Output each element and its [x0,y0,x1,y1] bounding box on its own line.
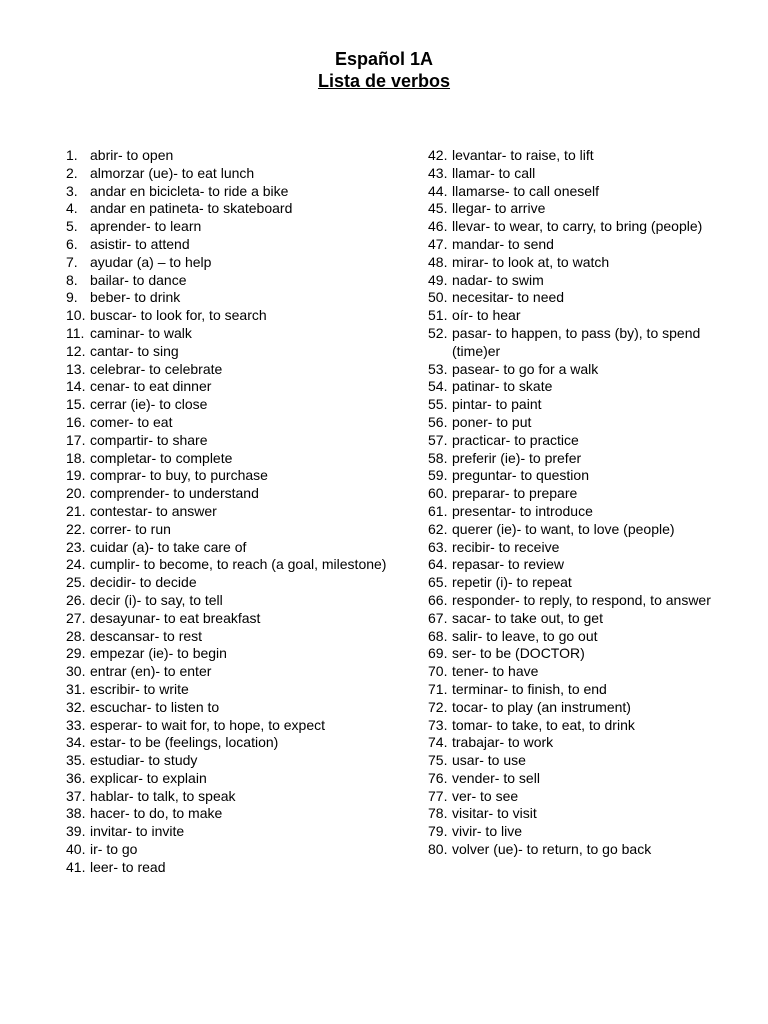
verb-list-item [66,592,416,610]
verb-definition: buscar- to look for, to search [90,307,267,324]
verb-list-item [428,645,728,663]
verb-list-item [428,841,728,859]
verb-number: 12. [66,342,86,359]
verb-list-item [428,272,728,290]
verb-list-item [428,200,728,218]
verb-number: 35. [66,752,86,769]
verb-definition: cantar- to sing [90,342,179,359]
verb-number: 1. [66,147,78,163]
verb-definition: trabajar- to work [452,734,554,751]
verb-definition: nadar- to swim [452,271,544,288]
verb-list-item [428,414,728,432]
verb-number: 56. [428,413,448,430]
verb-number: 5. [66,218,78,235]
verb-list-item [66,218,416,236]
verb-definition: patinar- to skate [452,378,553,395]
verb-list-right [428,147,728,859]
verb-definition: estudiar- to study [90,752,198,769]
verb-definition: pasar- to happen, to pass (by), to spend (time)er [452,324,701,359]
verb-number: 62. [428,520,448,537]
verb-list-item [428,663,728,681]
verb-definition: mandar- to send [452,235,554,252]
verb-list-item [428,467,728,485]
verb-definition: ir- to go [90,841,138,858]
verb-number: 42. [428,147,448,163]
verb-definition: escuchar- to listen to [90,698,220,715]
verb-definition: explicar- to explain [90,769,207,786]
verb-number: 78. [428,805,448,822]
verb-definition: preferir (ie)- to prefer [452,449,582,466]
verb-list-item [428,378,728,396]
verb-definition: llamarse- to call oneself [452,182,600,199]
verb-number: 60. [428,485,448,502]
verb-definition: oír- to hear [452,307,521,324]
verb-number: 52. [428,324,448,341]
verb-list-item [66,645,416,663]
verb-definition: almorzar (ue)- to eat lunch [90,164,255,181]
verb-number: 58. [428,449,448,466]
verb-number: 75. [428,752,448,769]
verb-list-item [66,414,416,432]
verb-definition: ver- to see [452,787,519,804]
verb-definition: aprender- to learn [90,218,202,235]
verb-number: 11. [66,324,85,341]
verb-definition: llamar- to call [452,164,536,181]
verb-list-item [428,539,728,557]
verb-number: 74. [428,734,448,751]
verb-list-left [66,147,416,877]
verb-number: 24. [66,556,86,573]
verb-definition: contestar- to answer [90,502,217,519]
verb-list-item [66,325,416,343]
verb-number: 23. [66,538,86,555]
verb-list-item [66,681,416,699]
verb-number: 59. [428,467,448,484]
verb-definition: salir- to leave, to go out [452,627,598,644]
verb-number: 44. [428,182,448,199]
verb-number: 28. [66,627,86,644]
verb-list-item [66,859,416,877]
verb-number: 77. [428,787,448,804]
verb-definition: tener- to have [452,663,539,680]
verb-list-item [66,841,416,859]
verb-definition: levantar- to raise, to lift [452,147,594,163]
verb-number: 55. [428,396,448,413]
verb-list-item [428,788,728,806]
verb-definition: tocar- to play (an instrument) [452,698,631,715]
verb-number: 25. [66,574,86,591]
verb-definition: preparar- to prepare [452,485,578,502]
verb-definition: empezar (ie)- to begin [90,645,227,662]
verb-number: 27. [66,609,86,626]
verb-list-item [428,823,728,841]
verb-definition: poner- to put [452,413,532,430]
verb-number: 37. [66,787,86,804]
verb-list-item [66,805,416,823]
verb-list-item [428,592,728,610]
verb-list-item [428,734,728,752]
verb-list-item [428,254,728,272]
verb-number: 41. [66,858,86,875]
verb-number: 73. [428,716,448,733]
verb-number: 47. [428,235,448,252]
verb-definition: cenar- to eat dinner [90,378,212,395]
verb-definition: escribir- to write [90,680,189,697]
verb-definition: necesitar- to need [452,289,565,306]
verb-number: 71. [428,680,448,697]
verb-definition: esperar- to wait for, to hope, to expect [90,716,326,733]
verb-definition: presentar- to introduce [452,502,593,519]
verb-definition: responder- to reply, to respond, to answer [452,591,711,608]
verb-definition: pintar- to paint [452,396,542,413]
verb-list-item [66,147,416,165]
verb-number: 26. [66,591,86,608]
verb-number: 29. [66,645,86,662]
verb-list-item [66,752,416,770]
verb-number: 21. [66,502,86,519]
verb-list-item [428,396,728,414]
verb-definition: querer (ie)- to want, to love (people) [452,520,675,537]
verb-list-item [428,628,728,646]
verb-number: 45. [428,200,448,217]
verb-number: 64. [428,556,448,573]
verb-definition: tomar- to take, to eat, to drink [452,716,635,733]
verb-list-item [428,307,728,325]
verb-number: 72. [428,698,448,715]
verb-definition: compartir- to share [90,431,208,448]
verb-definition: entrar (en)- to enter [90,663,212,680]
verb-definition: decir (i)- to say, to tell [90,591,223,608]
verb-definition: correr- to run [90,520,171,537]
verb-list-item [428,236,728,254]
verb-definition: comprar- to buy, to purchase [90,467,268,484]
verb-number: 18. [66,449,86,466]
verb-number: 39. [66,823,86,840]
verb-definition: bailar- to dance [90,271,187,288]
verb-definition: cuidar (a)- to take care of [90,538,247,555]
verb-definition: visitar- to visit [452,805,537,822]
verb-list-item [66,628,416,646]
verb-list-item [428,610,728,628]
verb-definition: usar- to use [452,752,526,769]
verb-list-item [66,521,416,539]
verb-number: 8. [66,271,78,288]
verb-definition: completar- to complete [90,449,233,466]
verb-number: 51. [428,307,448,324]
verb-definition: andar en bicicleta- to ride a bike [90,182,289,199]
verb-definition: llegar- to arrive [452,200,546,217]
page-subtitle: Lista de verbos [317,71,451,91]
verb-number: 36. [66,769,86,786]
verb-definition: vivir- to live [452,823,523,840]
verb-number: 50. [428,289,448,306]
verb-list-item [66,396,416,414]
verb-list-item [428,289,728,307]
verb-list-item [428,717,728,735]
verb-list-item [428,770,728,788]
verb-number: 30. [66,663,86,680]
verb-definition: hablar- to talk, to speak [90,787,236,804]
verb-list-item [428,805,728,823]
verb-number: 7. [66,253,78,270]
verb-list-item [66,432,416,450]
verb-number: 66. [428,591,448,608]
verb-number: 65. [428,574,448,591]
verb-list-item [66,307,416,325]
verb-definition: descansar- to rest [90,627,203,644]
verb-definition: vender- to sell [452,769,540,786]
verb-definition: recibir- to receive [452,538,560,555]
verb-definition: abrir- to open [90,147,174,163]
verb-number: 54. [428,378,448,395]
verb-definition: estar- to be (feelings, location) [90,734,279,751]
verb-list-item [66,574,416,592]
verb-list-item [428,218,728,236]
verb-number: 3. [66,182,78,199]
verb-definition: pasear- to go for a walk [452,360,599,377]
verb-definition: cumplir- to become, to reach (a goal, milestone) [90,556,387,573]
verb-list-item [428,432,728,450]
verb-number: 49. [428,271,448,288]
verb-definition: preguntar- to question [452,467,589,484]
verb-number: 79. [428,823,448,840]
verb-list-item [66,734,416,752]
verb-definition: repasar- to review [452,556,565,573]
verb-definition: sacar- to take out, to get [452,609,603,626]
verb-definition: leer- to read [90,858,166,875]
document-header [0,48,768,92]
verb-number: 31. [66,680,86,697]
verb-definition: practicar- to practice [452,431,579,448]
verb-list-item [66,254,416,272]
verb-list-item [66,378,416,396]
verb-number: 69. [428,645,448,662]
verb-list-item [66,610,416,628]
verb-definition: hacer- to do, to make [90,805,223,822]
verb-number: 53. [428,360,448,377]
verb-number: 46. [428,218,448,235]
verb-list-item [66,289,416,307]
verb-number: 33. [66,716,86,733]
verb-number: 38. [66,805,86,822]
verb-list-item [66,663,416,681]
verb-list-item [66,823,416,841]
verb-number: 63. [428,538,448,555]
verb-list-item [66,200,416,218]
verb-number: 32. [66,698,86,715]
verb-number: 68. [428,627,448,644]
verb-number: 14. [66,378,86,395]
verb-number: 16. [66,413,86,430]
verb-list-item [66,485,416,503]
verb-number: 20. [66,485,86,502]
verb-list-item [66,272,416,290]
verb-list-item [66,699,416,717]
verb-number: 76. [428,769,448,786]
verb-definition: cerrar (ie)- to close [90,396,208,413]
verb-number: 70. [428,663,448,680]
verb-list-item [66,343,416,361]
verb-list-item [66,503,416,521]
verb-definition: beber- to drink [90,289,181,306]
verb-number: 9. [66,289,78,306]
verb-definition: llevar- to wear, to carry, to bring (people) [452,218,703,235]
verb-number: 61. [428,502,448,519]
verb-list-item [66,770,416,788]
verb-list-item [428,165,728,183]
verb-number: 40. [66,841,86,858]
verb-number: 80. [428,841,448,858]
verb-list-item [428,699,728,717]
verb-number: 17. [66,431,86,448]
verb-list-item [66,183,416,201]
verb-definition: mirar- to look at, to watch [452,253,610,270]
verb-list-item [428,556,728,574]
verb-list-item [66,717,416,735]
verb-list-item [66,361,416,379]
verb-number: 22. [66,520,86,537]
verb-list-item [428,503,728,521]
verb-number: 10. [66,307,86,324]
verb-list-item [66,450,416,468]
verb-definition: invitar- to invite [90,823,185,840]
verb-list-item [428,485,728,503]
verb-number: 13. [66,360,86,377]
verb-definition: andar en patineta- to skateboard [90,200,293,217]
verb-list-item [428,183,728,201]
verb-definition: asistir- to attend [90,235,190,252]
verb-list-item [428,521,728,539]
verb-definition: ayudar (a) – to help [90,253,212,270]
verb-list-item [66,165,416,183]
verb-list-item [66,556,416,574]
verb-definition: terminar- to finish, to end [452,680,607,697]
verb-number: 48. [428,253,448,270]
verb-definition: comprender- to understand [90,485,259,502]
verb-list-item [428,361,728,379]
verb-list-item [66,788,416,806]
verb-number: 43. [428,164,448,181]
verb-number: 2. [66,164,78,181]
verb-definition: volver (ue)- to return, to go back [452,841,652,858]
verb-list-item [428,450,728,468]
verb-number: 34. [66,734,86,751]
verb-list-item [66,467,416,485]
verb-definition: celebrar- to celebrate [90,360,223,377]
verb-list-item [428,752,728,770]
verb-definition: desayunar- to eat breakfast [90,609,261,626]
verb-definition: decidir- to decide [90,574,197,591]
verb-list-item [428,147,728,165]
verb-list-item [428,681,728,699]
verb-list-item [428,574,728,592]
verb-number: 4. [66,200,78,217]
verb-definition: caminar- to walk [90,324,192,341]
page-title: Español 1A [334,49,434,69]
verb-definition: repetir (i)- to repeat [452,574,572,591]
verb-number: 57. [428,431,448,448]
verb-number: 6. [66,235,78,252]
verb-list-item [66,539,416,557]
verb-list-item [428,325,728,361]
verb-number: 19. [66,467,86,484]
verb-number: 67. [428,609,448,626]
verb-definition: ser- to be (DOCTOR) [452,645,585,662]
verb-list-item [66,236,416,254]
verb-definition: comer- to eat [90,413,173,430]
verb-number: 15. [66,396,86,413]
